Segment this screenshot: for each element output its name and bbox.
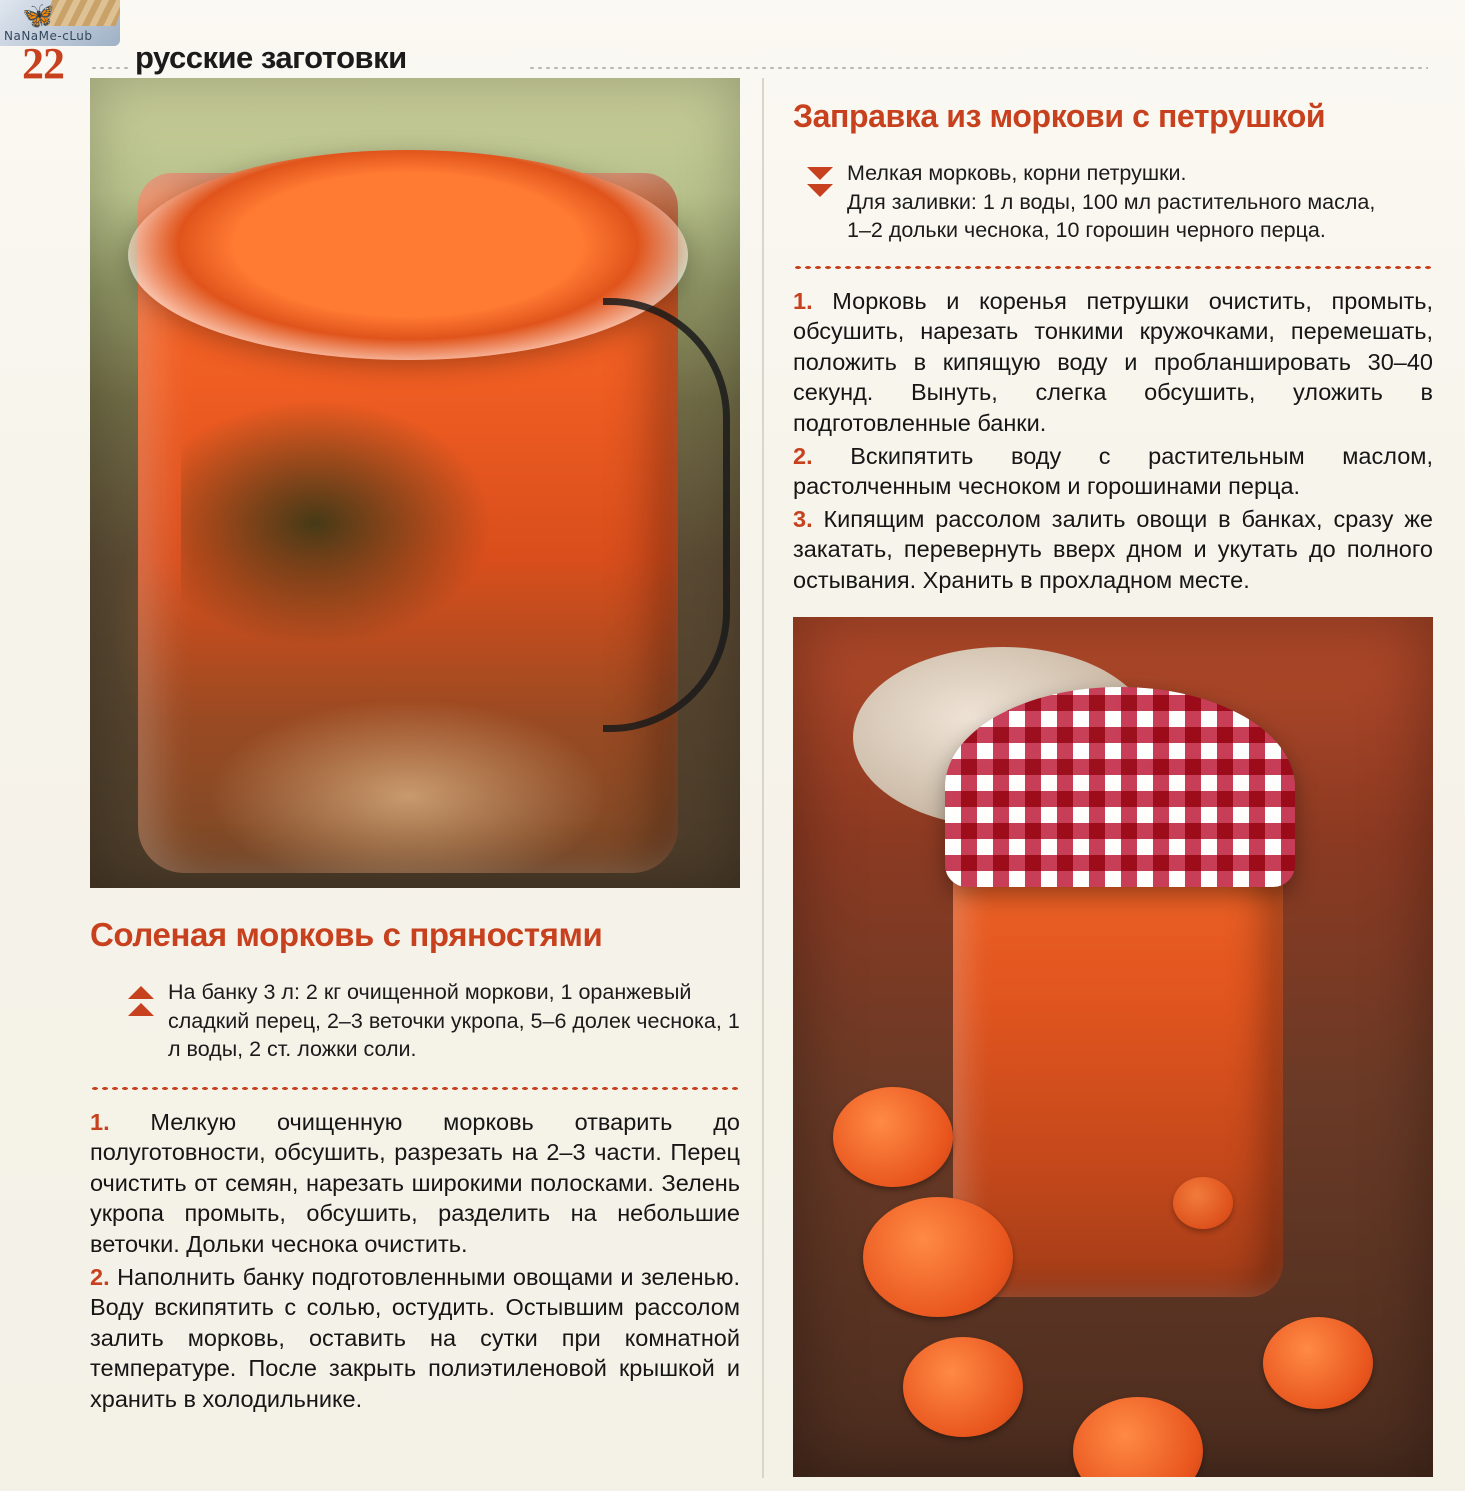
checkered-cloth-lid-shape bbox=[945, 687, 1295, 887]
right-column bbox=[793, 78, 1433, 1477]
watermark-strip bbox=[44, 0, 120, 26]
carrot-slice-shape bbox=[833, 1087, 953, 1187]
step-text: Кипящим рассолом залить овощи в банках, сразу же закатать, перевернуть вверх дном и укутать до полного остывания. Хранить в прохладном месте. bbox=[793, 505, 1433, 593]
rubric-title: русские заготовки bbox=[135, 40, 407, 75]
ingredients-arrows-icon bbox=[128, 978, 154, 1016]
header-dotted-rule-left bbox=[90, 66, 132, 70]
column-divider bbox=[762, 78, 764, 1478]
ingredients-line-1: Мелкая морковь, корни петрушки. bbox=[847, 161, 1187, 185]
dotted-separator-left bbox=[90, 1086, 740, 1091]
ingredients-line-3: 1–2 дольки чеснока, 10 горошин черного перца. bbox=[847, 218, 1326, 243]
carrot-slice-shape bbox=[863, 1197, 1013, 1317]
carrot-slice-shape bbox=[1073, 1397, 1203, 1477]
step-text: Мелкую очищенную морковь отварить до полуготовности, обсушить, разрезать на 2–3 части. Перец очистить от семян, нарезать широкими полосками. Зелень укропа промыть, обсушить, разделить на небольшие веточки. Дольки чеснока очистить. bbox=[90, 1108, 740, 1257]
arrow-up-icon bbox=[128, 1003, 154, 1016]
page-number: 22 bbox=[22, 39, 64, 88]
carrot-slice-shape bbox=[1263, 1317, 1373, 1409]
ingredients-text-right bbox=[847, 159, 1375, 245]
ingredients-block-right bbox=[793, 159, 1433, 245]
steps-left bbox=[90, 1107, 740, 1414]
step-text: Вскипятить воду с растительным маслом, растолченным чесноком и горошинами перца. bbox=[793, 442, 1433, 500]
arrow-up-icon bbox=[128, 986, 154, 999]
arrow-down-icon bbox=[807, 167, 833, 180]
carrot-slice-shape bbox=[903, 1337, 1023, 1437]
ingredients-block-left bbox=[90, 978, 740, 1064]
ingredients-line-2: Для заливки: 1 л воды, 100 мл растительного масла, bbox=[847, 189, 1376, 214]
left-column bbox=[90, 78, 740, 1416]
step-item bbox=[90, 1107, 740, 1260]
step-text: Морковь и коренья петрушки очистить, промыть, обсушить, нарезать тонкими кружочками, перемешать, положить в кипящую воду и пробланшировать 30–40 секунд. Вынуть, слегка обсушить, уложить в подготовленные банки. bbox=[793, 287, 1433, 436]
step-item bbox=[793, 504, 1433, 596]
ingredients-arrows-icon bbox=[807, 159, 833, 197]
photo-carrot-jar-cloth-lid bbox=[793, 617, 1433, 1477]
photo-pickled-carrot-jar bbox=[90, 78, 740, 888]
steps-right bbox=[793, 286, 1433, 595]
step-number: 2. bbox=[793, 442, 813, 469]
step-item bbox=[90, 1262, 740, 1415]
step-item bbox=[793, 441, 1433, 502]
step-item bbox=[793, 286, 1433, 439]
recipe-title-carrot-parsley-dressing: Заправка из моркови с петрушкой bbox=[793, 98, 1326, 134]
header-dotted-rule-right bbox=[528, 66, 1428, 70]
carrot-slice-shape bbox=[1173, 1177, 1233, 1229]
recipe-title-salted-carrots: Соленая морковь с пряностями bbox=[90, 916, 603, 953]
step-number: 1. bbox=[793, 287, 813, 314]
watermark-label: NaNaMe-cLub bbox=[4, 29, 93, 43]
arrow-down-icon bbox=[807, 184, 833, 197]
dotted-separator-right bbox=[793, 265, 1433, 270]
step-text: Наполнить банку подготовленными овощами и зеленью. Воду вскипятить с солью, остудить. Остывшим рассолом залить морковь, оставить на сутки при комнатной температуре. После закрыть полиэтиленовой крышкой и хранить в холодильнике. bbox=[90, 1263, 740, 1412]
step-number: 2. bbox=[90, 1263, 110, 1290]
step-number: 3. bbox=[793, 505, 813, 532]
step-number: 1. bbox=[90, 1108, 110, 1135]
butterfly-icon: 🦋 bbox=[22, 0, 55, 30]
ingredients-text-left: На банку 3 л: 2 кг очищенной моркови, 1 оранжевый сладкий перец, 2–3 веточки укропа, 5–6 долек чеснока, 1 л воды, 2 ст. ложки соли. bbox=[168, 980, 740, 1062]
jar-clamp-shape bbox=[603, 298, 730, 732]
